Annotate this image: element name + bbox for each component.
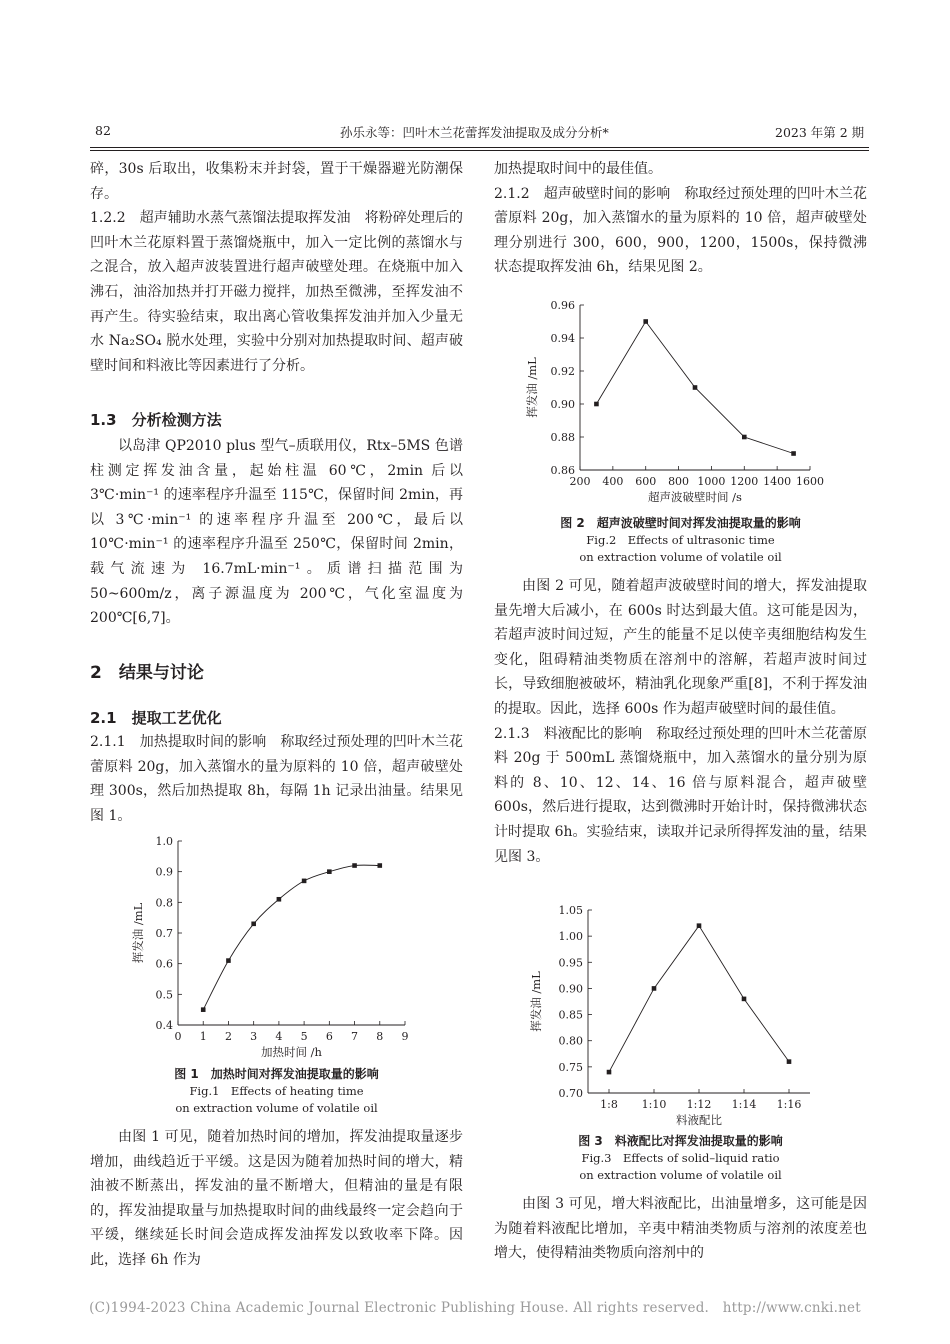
x-tick-label: 200 xyxy=(569,475,591,488)
section-1-2-2 xyxy=(90,206,463,378)
paragraph-continuation: 加热提取时间中的最佳值。 xyxy=(494,161,662,177)
y-tick-label: 0.8 xyxy=(155,896,173,910)
data-point xyxy=(607,1070,612,1075)
figure-2-caption xyxy=(494,515,867,566)
left-block-4 xyxy=(90,1125,463,1273)
paragraph-drying: 碎，30s 后取出，收集粉末并封袋，置于干燥器避光防潮保存。 xyxy=(90,161,463,202)
y-axis-label: 挥发油 /mL xyxy=(131,902,145,964)
y-tick-label: 0.70 xyxy=(558,1087,583,1100)
paragraph-fig1-discussion: 由图 1 可见，随着加热时间的增加，挥发油提取量逐步增加，曲线趋近于平缓。这是因为随着加热时间的增大，精油被不断蒸出，挥发油的量不断增大，但精油的量是有限的，挥发油提取量与加热提取时间的曲线最终一定会趋向于平缓，继续延长时间会造成挥发油挥发以致收率下降。因此，选择 6h 作为 xyxy=(90,1129,463,1268)
x-tick-label: 0 xyxy=(174,1030,182,1043)
y-tick-label: 0.95 xyxy=(558,956,583,970)
section-2-1-3-title: 2.1.3 料液配比的影响 xyxy=(494,725,643,742)
data-point xyxy=(201,1007,206,1012)
left-block-2 xyxy=(90,434,463,631)
section-2-1-2 xyxy=(494,182,867,280)
figure-3-caption xyxy=(494,1133,867,1184)
right-block-2 xyxy=(494,574,867,869)
data-point xyxy=(352,863,357,868)
x-tick-label: 1:16 xyxy=(776,1098,802,1111)
x-tick-label: 1 xyxy=(199,1030,207,1043)
section-2-1-2-body: 称取经过预处理的凹叶木兰花蕾原料 20g，加入蒸馏水的量为原料的 10 倍，超声破壁处理分别进行 300，600，900，1200，1500s，保持微沸状态提取挥发油 6h，结果见图 2。 xyxy=(494,185,868,276)
y-tick-label: 1.00 xyxy=(558,930,583,944)
right-block-1 xyxy=(494,157,867,280)
y-axis-label: 挥发油 /mL xyxy=(529,971,543,1032)
data-point xyxy=(643,319,648,324)
data-point xyxy=(742,435,747,440)
y-tick-label: 0.4 xyxy=(155,1019,173,1032)
x-tick-label: 400 xyxy=(602,475,624,488)
x-tick-label: 800 xyxy=(668,475,690,488)
right-block-3 xyxy=(494,1192,867,1266)
x-tick-label: 1:10 xyxy=(641,1098,667,1111)
figure-2-caption-en-1: Fig.2 Effects of ultrasonic time xyxy=(586,533,775,547)
x-tick-label: 1:12 xyxy=(686,1098,712,1111)
x-tick-label: 2 xyxy=(224,1030,232,1043)
x-axis-label: 加热时间 /h xyxy=(261,1045,322,1059)
data-point xyxy=(327,869,332,874)
x-tick-label: 7 xyxy=(351,1030,359,1043)
x-tick-label: 1000 xyxy=(697,475,726,488)
y-tick-label: 0.9 xyxy=(155,865,173,879)
figure-2-caption-en-2: on extraction volume of volatile oil xyxy=(579,550,782,564)
x-tick-label: 1:14 xyxy=(731,1098,757,1111)
data-point xyxy=(693,385,698,390)
paragraph-fig2-discussion: 由图 2 可见，随着超声波破壁时间的增大，挥发油提取量先增大后减小，在 600s 时达到最大值。这可能是因为，若超声波时间过短，产生的能量不足以使辛夷细胞结构发生变化，阻碍精油类物质在溶剂中的溶解，若超声波时间过长，导致细胞被破坏，精油乳化现象严重[8]，不利于挥发油的提取。因此，选择 600s 作为超声破壁时间的最佳值。 xyxy=(494,578,867,717)
y-axis-label: 挥发油 /mL xyxy=(525,357,539,418)
x-tick-label: 3 xyxy=(250,1030,258,1043)
y-tick-label: 0.85 xyxy=(558,1008,583,1022)
figure-1-caption-en-2: on extraction volume of volatile oil xyxy=(175,1101,378,1115)
y-tick-label: 0.90 xyxy=(550,398,575,411)
x-tick-label: 1400 xyxy=(763,475,792,488)
y-tick-label: 0.96 xyxy=(550,299,575,312)
paragraph-fig3-discussion: 由图 3 可见，增大料液配比，出油量增多，这可能是因为随着料液配比增加，辛夷中精油类物质与溶剂的浓度差也增大，使得精油类物质向溶剂中的 xyxy=(494,1196,867,1262)
issue-label: 2023 年第 2 期 xyxy=(775,125,865,140)
y-tick-label: 0.94 xyxy=(550,332,575,345)
heading-2: 2 结果与讨论 xyxy=(90,663,204,683)
running-title: 孙乐永等：凹叶木兰花蕾挥发油提取及成分分析* xyxy=(340,125,609,140)
y-tick-label: 0.88 xyxy=(550,431,575,444)
figure-3-caption-en-1: Fig.3 Effects of solid–liquid ratio xyxy=(581,1151,780,1165)
data-point xyxy=(302,879,307,884)
data-point xyxy=(277,897,282,902)
figure-2-chart xyxy=(520,293,840,515)
figure-3-caption-zh: 图 3 料液配比对挥发油提取量的影响 xyxy=(578,1134,783,1148)
section-1-2-2-title: 1.2.2 超声辅助水蒸气蒸馏法提取挥发油 xyxy=(90,210,351,227)
section-2-1-2-title: 2.1.2 超声破壁时间的影响 xyxy=(494,185,671,202)
y-tick-label: 0.5 xyxy=(155,988,173,1002)
section-2-1-1-body: 称取经过预处理的凹叶木兰花蕾原料 20g，加入蒸馏水的量为原料的 10 倍，超声破壁处理 300s，然后加热提取 8h，每隔 1h 记录出油量。结果见图 1。 xyxy=(90,734,464,824)
section-1-2-2-body: 将粉碎处理后的凹叶木兰花原料置于蒸馏烧瓶中，加入一定比例的蒸馏水与之混合，放入超声波装置进行超声破壁处理。在烧瓶中加入沸石，油浴加热并打开磁力搅拌，加热至微沸，至挥发油不再产生。待实验结束，取出离心管收集挥发油并加入少量无水 Na₂SO₄ 脱水处理，实验中分别对加热提取时间、超声破壁时间和料液比等因素进行了分析。 xyxy=(90,210,464,374)
header-rule-top xyxy=(90,147,869,148)
x-tick-label: 8 xyxy=(376,1030,384,1043)
data-point xyxy=(742,997,747,1002)
x-tick-label: 9 xyxy=(401,1030,409,1043)
y-tick-label: 1.0 xyxy=(155,835,173,848)
heading-1-3: 1.3 分析检测方法 xyxy=(90,411,222,429)
x-tick-label: 600 xyxy=(635,475,657,488)
section-2-1-1-title: 2.1.1 加热提取时间的影响 xyxy=(90,734,267,750)
copyright-footer: (C)1994-2023 China Academic Journal Electronic Publishing House. All rights reserved. http://www.cnki.net xyxy=(89,1300,861,1316)
header-rule-bottom xyxy=(90,150,869,151)
data-point xyxy=(791,451,796,456)
data-point xyxy=(652,986,657,991)
data-point xyxy=(594,402,599,407)
series-line xyxy=(203,865,380,1010)
figure-2-caption-zh: 图 2 超声波破壁时间对挥发油提取量的影响 xyxy=(560,516,801,530)
figure-1-caption-zh: 图 1 加热时间对挥发油提取量的影响 xyxy=(174,1067,379,1081)
x-tick-label: 1200 xyxy=(730,475,759,488)
section-2-1-3-body: 称取经过预处理的凹叶木兰花蕾原料 20g 于 500mL 蒸馏烧瓶中，加入蒸馏水的量分别为原料的 8、10、12、14、16 倍与原料混合，超声破壁 600s，然后进行提取，达到微沸时开始计时，保持微沸状态计时提取 6h。实验结束，读取并记录所得挥发油的量，结果见图 3。 xyxy=(494,725,868,865)
left-block-3 xyxy=(90,730,463,828)
heading-2-1: 2.1 提取工艺优化 xyxy=(90,709,222,727)
y-tick-label: 0.86 xyxy=(550,464,575,477)
x-axis-label: 超声波破壁时间 /s xyxy=(648,490,742,504)
data-point xyxy=(226,958,231,963)
y-tick-label: 0.92 xyxy=(550,365,575,378)
data-point xyxy=(377,863,382,868)
data-point xyxy=(787,1059,792,1064)
x-tick-label: 5 xyxy=(300,1030,308,1043)
x-tick-label: 4 xyxy=(275,1030,283,1043)
series-line xyxy=(609,926,789,1072)
page-number: 82 xyxy=(95,123,111,138)
section-2-1-3 xyxy=(494,722,867,870)
x-tick-label: 6 xyxy=(325,1030,333,1043)
x-axis-label: 料液配比 xyxy=(676,1113,722,1127)
y-tick-label: 0.7 xyxy=(155,927,173,940)
figure-3-chart xyxy=(520,898,830,1134)
left-block-1 xyxy=(90,157,463,378)
x-tick-label: 1:8 xyxy=(600,1098,618,1111)
y-tick-label: 0.6 xyxy=(155,957,173,971)
x-tick-label: 1600 xyxy=(796,475,824,488)
y-tick-label: 0.80 xyxy=(558,1034,583,1048)
figure-1-chart xyxy=(120,830,430,1064)
y-tick-label: 1.05 xyxy=(558,904,583,917)
paragraph-gcms: 以岛津 QP2010 plus 型气–质联用仪，Rtx–5MS 色谱柱测定挥发油含量，起始柱温 60℃，2min 后以 3℃·min⁻¹ 的速率程序升温至 115℃，保留时间 2min，再以 3℃·min⁻¹ 的速率程序升温至 200℃，最后以 10℃·min⁻¹ 的速率程序升温至 250℃，保留时间 2min，载气流速为 16.7mL·min⁻¹。质谱扫描范围为 50~600m/z，离子源温度为 200℃，气化室温度为 200℃[6,7]。 xyxy=(90,438,463,627)
figure-3-caption-en-2: on extraction volume of volatile oil xyxy=(579,1168,782,1182)
figure-1-caption xyxy=(90,1066,463,1117)
y-tick-label: 0.75 xyxy=(558,1060,583,1074)
section-2-1-1 xyxy=(90,730,463,828)
data-point xyxy=(251,922,256,927)
data-point xyxy=(697,923,702,928)
y-tick-label: 0.90 xyxy=(558,982,583,996)
figure-1-caption-en-1: Fig.1 Effects of heating time xyxy=(189,1084,364,1098)
